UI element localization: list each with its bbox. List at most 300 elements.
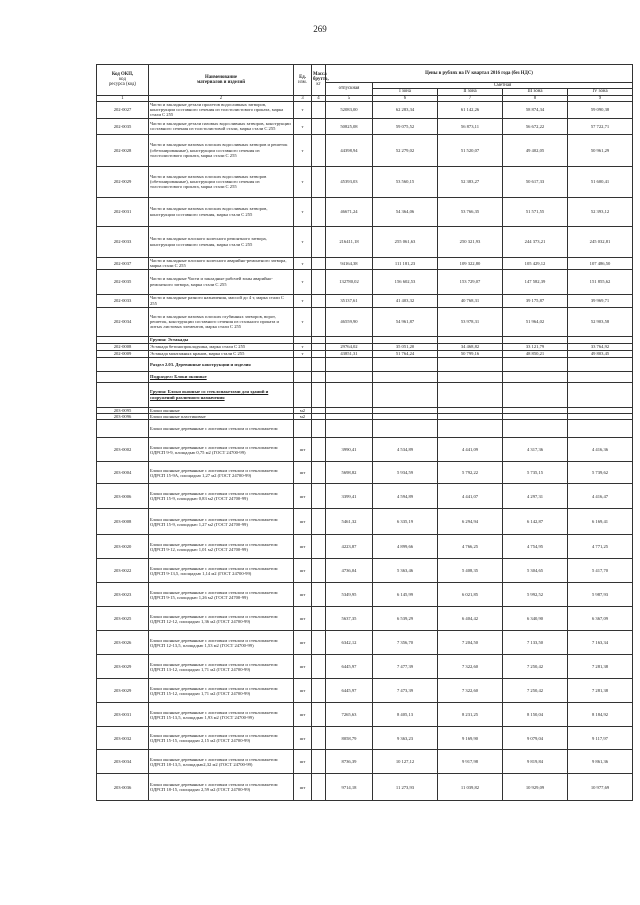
table-row — [97, 307, 633, 336]
table-row — [97, 679, 633, 703]
mass-cell — [312, 559, 326, 583]
resource-code: 202-0035 — [97, 269, 149, 294]
material-name: Блоки оконные деревянные с листовым стеклом и стеклопакетом ОДРСП 15-9, площадью 1,27 м2 (ГОСТ 24700-99) — [149, 509, 294, 535]
table-row — [97, 420, 633, 438]
mass-cell — [312, 350, 326, 357]
empty-cell — [568, 357, 633, 371]
retail-price: 46671,24 — [326, 197, 373, 226]
unit-cell: шт — [294, 631, 312, 655]
zone1-price: 6 145,99 — [373, 583, 438, 607]
zone3-price: 51 571,55 — [503, 197, 568, 226]
zone3-price: 5 304,65 — [503, 559, 568, 583]
group-title: Группа: Эстакады — [149, 336, 294, 343]
header-estimate: Сметная — [373, 83, 633, 89]
zone2-price: 109 322,80 — [438, 257, 503, 269]
zone4-price: 52 903,58 — [568, 307, 633, 336]
zone4-price: 7 281,38 — [568, 655, 633, 679]
empty-cell — [438, 382, 503, 407]
mass-cell — [312, 679, 326, 703]
mass-cell — [312, 462, 326, 484]
zone3-price: 56 672,22 — [503, 118, 568, 134]
resource-code: 202-0031 — [97, 197, 149, 226]
retail-price: 29764,02 — [326, 343, 373, 350]
table-heading-row — [97, 371, 633, 382]
empty-cell — [503, 382, 568, 407]
material-name: Блоки оконные — [149, 407, 294, 413]
empty-cell — [438, 336, 503, 343]
mass-cell — [312, 583, 326, 607]
retail-price: 132780,02 — [326, 269, 373, 294]
empty-cell — [568, 371, 633, 382]
col-number: 8 — [503, 95, 568, 101]
zone3-price: 105 429,12 — [503, 257, 568, 269]
retail-price: 46559,90 — [326, 307, 373, 336]
table-row — [97, 101, 633, 118]
material-name: Части и закладные пазовых плоских водосливных затворов (обетонированные), конструкции составного сечения из толстолистового проката, марка стали С 255 — [149, 166, 294, 197]
zone3-price: 48 850,21 — [503, 350, 568, 357]
zone4-price: 245 032,81 — [568, 226, 633, 257]
zone3-price: 5 992,52 — [503, 583, 568, 607]
resource-code: 202-0028 — [97, 134, 149, 166]
mass-cell — [312, 197, 326, 226]
material-name: Эстакада бетонопрокладчика, марка стали С 255 — [149, 343, 294, 350]
empty-cell — [503, 336, 568, 343]
material-name: Части и закладные разного назначения, массой до 4 т, марка стали С 255 — [149, 294, 294, 307]
resource-code: 202-0029 — [97, 166, 149, 197]
zone1-price: 59 075,52 — [373, 118, 438, 134]
zone3-price: 244 373,21 — [503, 226, 568, 257]
material-name: Части и закладные плоского колесного аварийно-ремонтного затвора, марка стали С 255 — [149, 257, 294, 269]
zone4-price — [568, 420, 633, 438]
empty-cell — [438, 357, 503, 371]
sub-title: Подраздел: Блоки оконные — [149, 371, 294, 382]
zone3-price: 33 121,79 — [503, 343, 568, 350]
header-price-title: Цены в рублях на IV квартал 2016 года (без НДС) — [326, 65, 633, 83]
header-name: Наименование материалов и изделий — [149, 65, 294, 96]
zone4-price: 51 600,41 — [568, 166, 633, 197]
col-number: 1 — [97, 95, 149, 101]
zone1-price: 9 363,23 — [373, 727, 438, 750]
zone3-price: 6 340,90 — [503, 607, 568, 631]
mass-cell — [312, 607, 326, 631]
zone4-price: 50 961,29 — [568, 134, 633, 166]
table-row — [97, 197, 633, 226]
resource-code: 203-0029 — [97, 679, 149, 703]
empty-cell — [294, 382, 312, 407]
zone2-price: 7 204,50 — [438, 631, 503, 655]
unit-cell: т — [294, 197, 312, 226]
table-row — [97, 535, 633, 559]
resource-code — [97, 336, 149, 343]
empty-cell — [326, 336, 373, 343]
retail-price: 52083,00 — [326, 101, 373, 118]
table-heading-row — [97, 382, 633, 407]
zone4-price: 8 184,92 — [568, 703, 633, 727]
retail-price: 5349,95 — [326, 583, 373, 607]
zone2-price: 6 404,42 — [438, 607, 503, 631]
resource-code: 203-0002 — [97, 438, 149, 462]
zone1-price: 6 335,19 — [373, 509, 438, 535]
unit-cell: т — [294, 226, 312, 257]
zone3-price: 4 754,95 — [503, 535, 568, 559]
unit-cell — [294, 420, 312, 438]
resource-code — [97, 371, 149, 382]
resource-code: 203-0008 — [97, 509, 149, 535]
unit-cell: шт — [294, 703, 312, 727]
unit-cell: шт — [294, 559, 312, 583]
material-name: Блоки оконные деревянные с листовым стеклом и стеклопакетом ОДРСП 9-15, площадью 1,26 м2 (ГОСТ 24700-99) — [149, 583, 294, 607]
material-name: Блоки оконные деревянные с листовым стеклом и стеклопакетом — [149, 420, 294, 438]
zone2-price: 56 873,11 — [438, 118, 503, 134]
zone2-price: 6 294,94 — [438, 509, 503, 535]
mass-cell — [312, 703, 326, 727]
resource-code: 203-0031 — [97, 703, 149, 727]
resource-code: 203-0034 — [97, 750, 149, 774]
zone1-price: 10 127,12 — [373, 750, 438, 774]
table-heading-row — [97, 336, 633, 343]
page-number: 269 — [313, 24, 327, 34]
resource-code: 202-0033 — [97, 226, 149, 257]
retail-price: 50825,08 — [326, 118, 373, 134]
zone1-price: 156 602,53 — [373, 269, 438, 294]
retail-price — [326, 420, 373, 438]
col-number: 3 — [294, 95, 312, 101]
zone4-price: 49 803,45 — [568, 350, 633, 357]
unit-cell: т — [294, 307, 312, 336]
resource-code: 203-0025 — [97, 607, 149, 631]
zone1-price: 111 181,23 — [373, 257, 438, 269]
table-row — [97, 166, 633, 197]
zone4-price: 5 987,93 — [568, 583, 633, 607]
empty-cell — [294, 357, 312, 371]
empty-cell — [312, 357, 326, 371]
unit-cell: т — [294, 343, 312, 350]
zone3-price: 10 929,09 — [503, 774, 568, 801]
zone2-price: 8 231,25 — [438, 703, 503, 727]
empty-cell — [373, 371, 438, 382]
zone1-price: 5 363,46 — [373, 559, 438, 583]
resource-code: 203-0023 — [97, 583, 149, 607]
retail-price: 43851,31 — [326, 350, 373, 357]
material-name: Блоки оконные деревянные с листовым стеклом и стеклопакетом ОДРСП 15-9, площадью 0,83 м2 (ГОСТ 24700-99) — [149, 484, 294, 509]
retail-price: 4223,87 — [326, 535, 373, 559]
zone4-price: 107 486,50 — [568, 257, 633, 269]
empty-cell — [503, 357, 568, 371]
zone3-price: 7 133,50 — [503, 631, 568, 655]
zone2-price: 153 729,07 — [438, 269, 503, 294]
group2-title: Группа: Блоки оконные со стеклопакетами для зданий и сооружений различного назначения — [149, 382, 294, 407]
zone1-price: 62 283,34 — [373, 101, 438, 118]
zone2-price: 52 383,27 — [438, 166, 503, 197]
zone4-price: 151 855,62 — [568, 269, 633, 294]
table-row — [97, 727, 633, 750]
retail-price: 45393,03 — [326, 166, 373, 197]
zone1-price: 7 477,39 — [373, 655, 438, 679]
col-number: 5 — [326, 95, 373, 101]
unit-cell: шт — [294, 655, 312, 679]
zone2-price — [438, 420, 503, 438]
empty-cell — [312, 336, 326, 343]
retail-price: 4736,04 — [326, 559, 373, 583]
table-row — [97, 655, 633, 679]
mass-cell — [312, 166, 326, 197]
table-row — [97, 350, 633, 357]
mass-cell — [312, 631, 326, 655]
zone1-price: 51 764,24 — [373, 350, 438, 357]
retail-price: 8736,39 — [326, 750, 373, 774]
zone3-price: 4 297,31 — [503, 484, 568, 509]
retail-price: 216411,18 — [326, 226, 373, 257]
empty-cell — [373, 336, 438, 343]
zone3-price: 7 250,42 — [503, 679, 568, 703]
table-row — [97, 774, 633, 801]
empty-cell — [326, 371, 373, 382]
mass-cell — [312, 727, 326, 750]
zone4-price: 57 722,71 — [568, 118, 633, 134]
table-row — [97, 509, 633, 535]
resource-code: 203-0032 — [97, 727, 149, 750]
table-row — [97, 257, 633, 269]
table-row — [97, 631, 633, 655]
zone2-price: 53 978,31 — [438, 307, 503, 336]
zone1-price: 7 356,70 — [373, 631, 438, 655]
zone3-price — [503, 420, 568, 438]
zone2-price: 9 917,98 — [438, 750, 503, 774]
zone3-price: 51 964,02 — [503, 307, 568, 336]
mass-cell — [312, 294, 326, 307]
header-retail: отпускная — [326, 83, 373, 96]
zone4-price: 7 163,34 — [568, 631, 633, 655]
header-zone4: IV зона — [568, 89, 633, 95]
table-heading-row — [97, 357, 633, 371]
unit-cell: шт — [294, 607, 312, 631]
zone1-price — [373, 420, 438, 438]
unit-cell: м2 — [294, 414, 312, 420]
table-row — [97, 134, 633, 166]
mass-cell — [312, 118, 326, 134]
retail-price: 5698,82 — [326, 462, 373, 484]
retail-price: 7265,63 — [326, 703, 373, 727]
zone4-price: 39 969,71 — [568, 294, 633, 307]
resource-code: 203-0022 — [97, 559, 149, 583]
resource-code: 203-0026 — [97, 631, 149, 655]
zone1-price: 41 403,32 — [373, 294, 438, 307]
zone1-price: 8 405,13 — [373, 703, 438, 727]
mass-cell — [312, 420, 326, 438]
zone1-price: 4 594,89 — [373, 484, 438, 509]
unit-cell: м2 — [294, 407, 312, 413]
zone1-price: 255 061,63 — [373, 226, 438, 257]
zone3-price: 147 582,39 — [503, 269, 568, 294]
zone1-price: 52 279,02 — [373, 134, 438, 166]
unit-cell: т — [294, 257, 312, 269]
mass-cell — [312, 134, 326, 166]
empty-cell — [326, 382, 373, 407]
empty-cell — [568, 382, 633, 407]
zone3-price: 5 735,15 — [503, 462, 568, 484]
header-unit: Ед. изм. — [294, 65, 312, 96]
zone4-price: 4 416,36 — [568, 438, 633, 462]
resource-code: 203-0029 — [97, 655, 149, 679]
table-row — [97, 226, 633, 257]
material-name: Блоки оконные деревянные с листовым стеклом и стеклопакетом ОДРСП 12-12, площадью 1,36 м2 (ГОСТ 24700-99) — [149, 607, 294, 631]
zone1-price: 35 051,20 — [373, 343, 438, 350]
unit-cell: т — [294, 350, 312, 357]
resource-code — [97, 357, 149, 371]
zone3-price: 9 819,84 — [503, 750, 568, 774]
material-name: Блоки оконные деревянные с листовым стеклом и стеклопакетом ОДРСП 15-15, площадью 2,15 м2 (ГОСТ 24700-99) — [149, 727, 294, 750]
zone2-price: 9 169,90 — [438, 727, 503, 750]
mass-cell — [312, 484, 326, 509]
unit-cell: шт — [294, 484, 312, 509]
zone2-price: 5 408,35 — [438, 559, 503, 583]
zone2-price: 4 441,09 — [438, 438, 503, 462]
resource-code — [97, 420, 149, 438]
mass-cell — [312, 307, 326, 336]
unit-cell: шт — [294, 509, 312, 535]
empty-cell — [312, 382, 326, 407]
mass-cell — [312, 101, 326, 118]
zone4-price: 4 416,47 — [568, 484, 633, 509]
unit-cell: шт — [294, 462, 312, 484]
zone1-price: 53 560,15 — [373, 166, 438, 197]
material-name: Блоки оконные пластиковые — [149, 414, 294, 420]
zone2-price: 250 321,93 — [438, 226, 503, 257]
material-name: Части и закладные пазовых плоских водосливных затворов, конструкции составного сечения, марка стали С 255 — [149, 197, 294, 226]
mass-cell — [312, 655, 326, 679]
mass-cell — [312, 509, 326, 535]
zone1-price: 11 273,93 — [373, 774, 438, 801]
empty-cell — [568, 336, 633, 343]
zone1-price: 6 539,29 — [373, 607, 438, 631]
material-name: Блоки оконные деревянные с листовым стеклом и стеклопакетом ОДРСП 15-12, площадью 1,71 м2 (ГОСТ 24700-99) — [149, 679, 294, 703]
table-row — [97, 343, 633, 350]
mass-cell — [312, 438, 326, 462]
zone3-price: 49 402,05 — [503, 134, 568, 166]
zone3-price: 9 079,04 — [503, 727, 568, 750]
material-name: Блоки оконные деревянные с листовым стеклом и стеклопакетом ОДРСП 13-12, площадью 1,71 м2 (ГОСТ 24700-99) — [149, 655, 294, 679]
material-name: Блоки оконные деревянные с листовым стеклом и стеклопакетом ОДРСП 18-13,5, площадью2,32 м2 (ГОСТ 24700-99) — [149, 750, 294, 774]
retail-price: 5637,35 — [326, 607, 373, 631]
zone4-price: 10 977,69 — [568, 774, 633, 801]
empty-cell — [503, 371, 568, 382]
unit-cell: шт — [294, 583, 312, 607]
table-row — [97, 484, 633, 509]
material-name: Части и закладные плоского колесного ремонтного затвора, конструкции составного сечения, марка стали С 255 — [149, 226, 294, 257]
zone3-price: 6 142,87 — [503, 509, 568, 535]
resource-code — [97, 382, 149, 407]
zone3-price: 7 250,42 — [503, 655, 568, 679]
resource-code: 202-0008 — [97, 343, 149, 350]
empty-cell — [326, 357, 373, 371]
empty-cell — [312, 371, 326, 382]
material-name: Блоки оконные деревянные с листовым стеклом и стеклопакетом ОДРСП 9-12, площадью 1,01 м2 (ГОСТ 24700-99) — [149, 535, 294, 559]
zone2-price: 4 766,25 — [438, 535, 503, 559]
zone3-price: 4 317,36 — [503, 438, 568, 462]
mass-cell — [312, 535, 326, 559]
resource-code: 203-0036 — [97, 774, 149, 801]
resource-code: 203-0020 — [97, 535, 149, 559]
resource-code: 203-0006 — [97, 484, 149, 509]
unit-cell: шт — [294, 750, 312, 774]
zone4-price: 5 739,62 — [568, 462, 633, 484]
retail-price: 3399,41 — [326, 484, 373, 509]
zone2-price: 7 322,60 — [438, 655, 503, 679]
zone4-price: 6 367,09 — [568, 607, 633, 631]
zone3-price: 8 150,04 — [503, 703, 568, 727]
header-mass: Масса брутто, кг — [312, 65, 326, 96]
unit-cell: т — [294, 101, 312, 118]
zone1-price: 54 364,06 — [373, 197, 438, 226]
zone3-price: 50 617,33 — [503, 166, 568, 197]
unit-cell: т — [294, 118, 312, 134]
zone4-price: 5 417,70 — [568, 559, 633, 583]
zone1-price: 5 934,59 — [373, 462, 438, 484]
zone4-price: 52 393,12 — [568, 197, 633, 226]
zone2-price: 11 039,82 — [438, 774, 503, 801]
section-title: Раздел 2.03. Деревянные конструкции и изделия — [149, 357, 294, 371]
resource-code: 202-0035 — [97, 118, 149, 134]
header-code: Код ОКП, код ресурса (код) — [97, 65, 149, 96]
zone2-price: 61 142,26 — [438, 101, 503, 118]
unit-cell: т — [294, 269, 312, 294]
zone2-price: 4 441,07 — [438, 484, 503, 509]
zone1-price: 7 473,39 — [373, 679, 438, 703]
empty-cell — [294, 336, 312, 343]
col-number: 7 — [438, 95, 503, 101]
zone4-price: 7 281,38 — [568, 679, 633, 703]
empty-cell — [294, 371, 312, 382]
empty-cell — [373, 357, 438, 371]
resource-code: 202-0034 — [97, 307, 149, 336]
zone3-price: 39 175,87 — [503, 294, 568, 307]
zone4-price: 4 771,25 — [568, 535, 633, 559]
zone4-price: 33 764,92 — [568, 343, 633, 350]
resource-code: 203-0004 — [97, 462, 149, 484]
retail-price: 44398,94 — [326, 134, 373, 166]
zone2-price: 51 520,07 — [438, 134, 503, 166]
retail-price: 9714,18 — [326, 774, 373, 801]
retail-price: 35137,61 — [326, 294, 373, 307]
unit-cell: шт — [294, 535, 312, 559]
material-name: Эстакада монтажных кранов, марка стали С 255 — [149, 350, 294, 357]
table-row — [97, 118, 633, 134]
table-row — [97, 583, 633, 607]
table-row — [97, 607, 633, 631]
zone2-price: 50 799,16 — [438, 350, 503, 357]
material-name: Части и закладные пазовых плоских водосливных затворов и решеток (обетонированные), конструкции составного сечения из толстолистового проката, марка стали С 255 — [149, 134, 294, 166]
retail-price: 6445,97 — [326, 679, 373, 703]
table-row — [97, 269, 633, 294]
retail-price: 6445,97 — [326, 655, 373, 679]
mass-cell — [312, 257, 326, 269]
header-zone2: II зона — [438, 89, 503, 95]
zone1-price: 54 961,87 — [373, 307, 438, 336]
zone2-price: 6 021,85 — [438, 583, 503, 607]
zone4-price: 6 169,41 — [568, 509, 633, 535]
zone4-price: 9 861,36 — [568, 750, 633, 774]
unit-cell: т — [294, 134, 312, 166]
header-zone1: I зона — [373, 89, 438, 95]
unit-cell: шт — [294, 679, 312, 703]
table-row — [97, 750, 633, 774]
zone2-price: 7 322,60 — [438, 679, 503, 703]
resource-code: 203-0095 — [97, 407, 149, 413]
empty-cell — [438, 371, 503, 382]
retail-price: 94164,38 — [326, 257, 373, 269]
table-row — [97, 559, 633, 583]
retail-price: 5461,32 — [326, 509, 373, 535]
